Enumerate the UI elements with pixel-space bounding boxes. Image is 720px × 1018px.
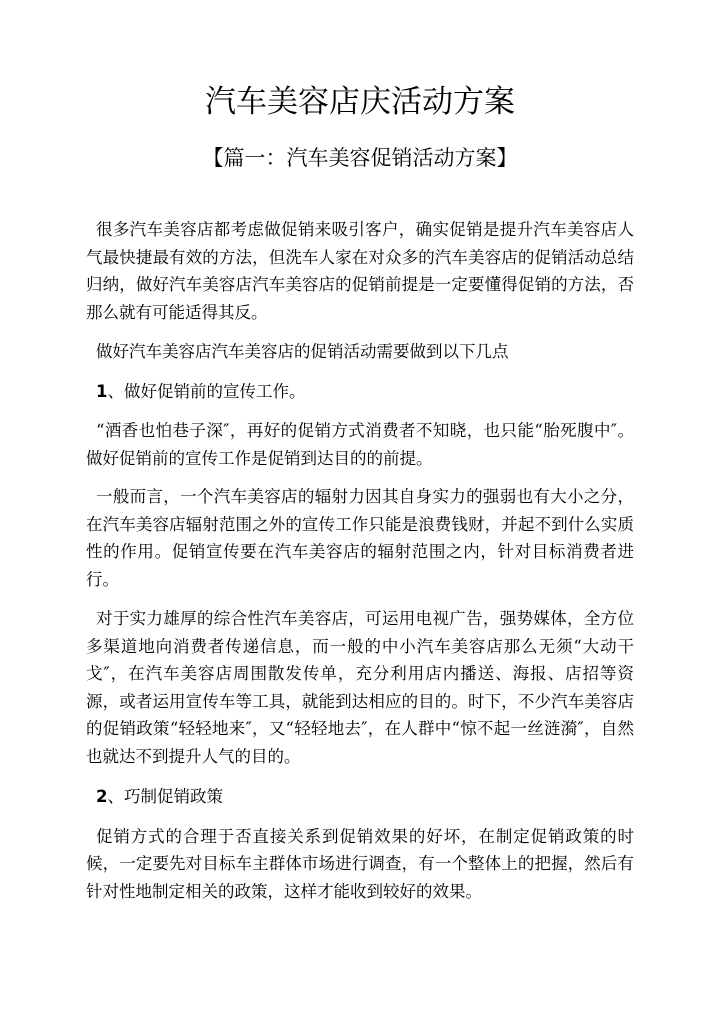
section-title-2: 、巧制促销政策 xyxy=(107,787,223,806)
document-title: 汽车美容店庆活动方案 xyxy=(205,84,515,120)
section-title-1: 、做好促销前的宣传工作。 xyxy=(107,381,306,401)
paragraph-intro: 很多汽车美容店都考虑做促销来吸引客户，确实促销是提升汽车美容店人气最快捷最有效的方法，但洗车人家在对众多的汽车美容店的促销活动总结归纳，做好汽车美容店汽车美容店的促销前提是一定要懂得促销的方法，否那么就有可能适得其反。 xyxy=(86,220,634,322)
section-heading-1 xyxy=(86,378,634,406)
paragraph-summary: 做好汽车美容店汽车美容店的促销活动需要做到以下几点 xyxy=(96,342,509,361)
section-heading-2 xyxy=(86,783,634,811)
document-body xyxy=(86,216,634,905)
section-number-1: 1 xyxy=(96,381,108,401)
paragraph-promotion-quote: “酒香也怕巷子深″，再好的促销方式消费者不知晓，也只能“胎死腹中″。做好促销前的宣传工作是促销到达目的的前提。 xyxy=(86,421,634,468)
document-subtitle: 【篇一：汽车美容促销活动方案】 xyxy=(202,146,518,170)
paragraph-media-strategy: 对于实力雄厚的综合性汽车美容店，可运用电视广告，强势媒体，全方位多渠道地向消费者传递信息，而一般的中小汽车美容店那么无须“大动干戈″，在汽车美容店周围散发传单，充分利用店内播送、海报、店招等资源，或者运用宣传车等工具，就能到达相应的目的。时下，不少汽车美容店的促销政策“轻轻地来″，又“轻轻地去″，在人群中“惊不起一丝涟漪″，自然也就达不到提升人气的目的。 xyxy=(86,609,634,766)
section-number-2: 2 xyxy=(96,787,108,806)
paragraph-radiation-range: 一般而言，一个汽车美容店的辐射力因其自身实力的强弱也有大小之分，在汽车美容店辐射范围之外的宣传工作只能是浪费钱财，并起不到什么实质性的作用。促销宣传要在汽车美容店的辐射范围之内，针对目标消费者进行。 xyxy=(86,487,634,589)
paragraph-policy: 促销方式的合理于否直接关系到促销效果的好坏，在制定促销政策的时候，一定要先对目标车主群体市场进行调查，有一个整体上的把握，然后有针对性地制定相关的政策，这样才能收到较好的效果。 xyxy=(86,826,634,901)
